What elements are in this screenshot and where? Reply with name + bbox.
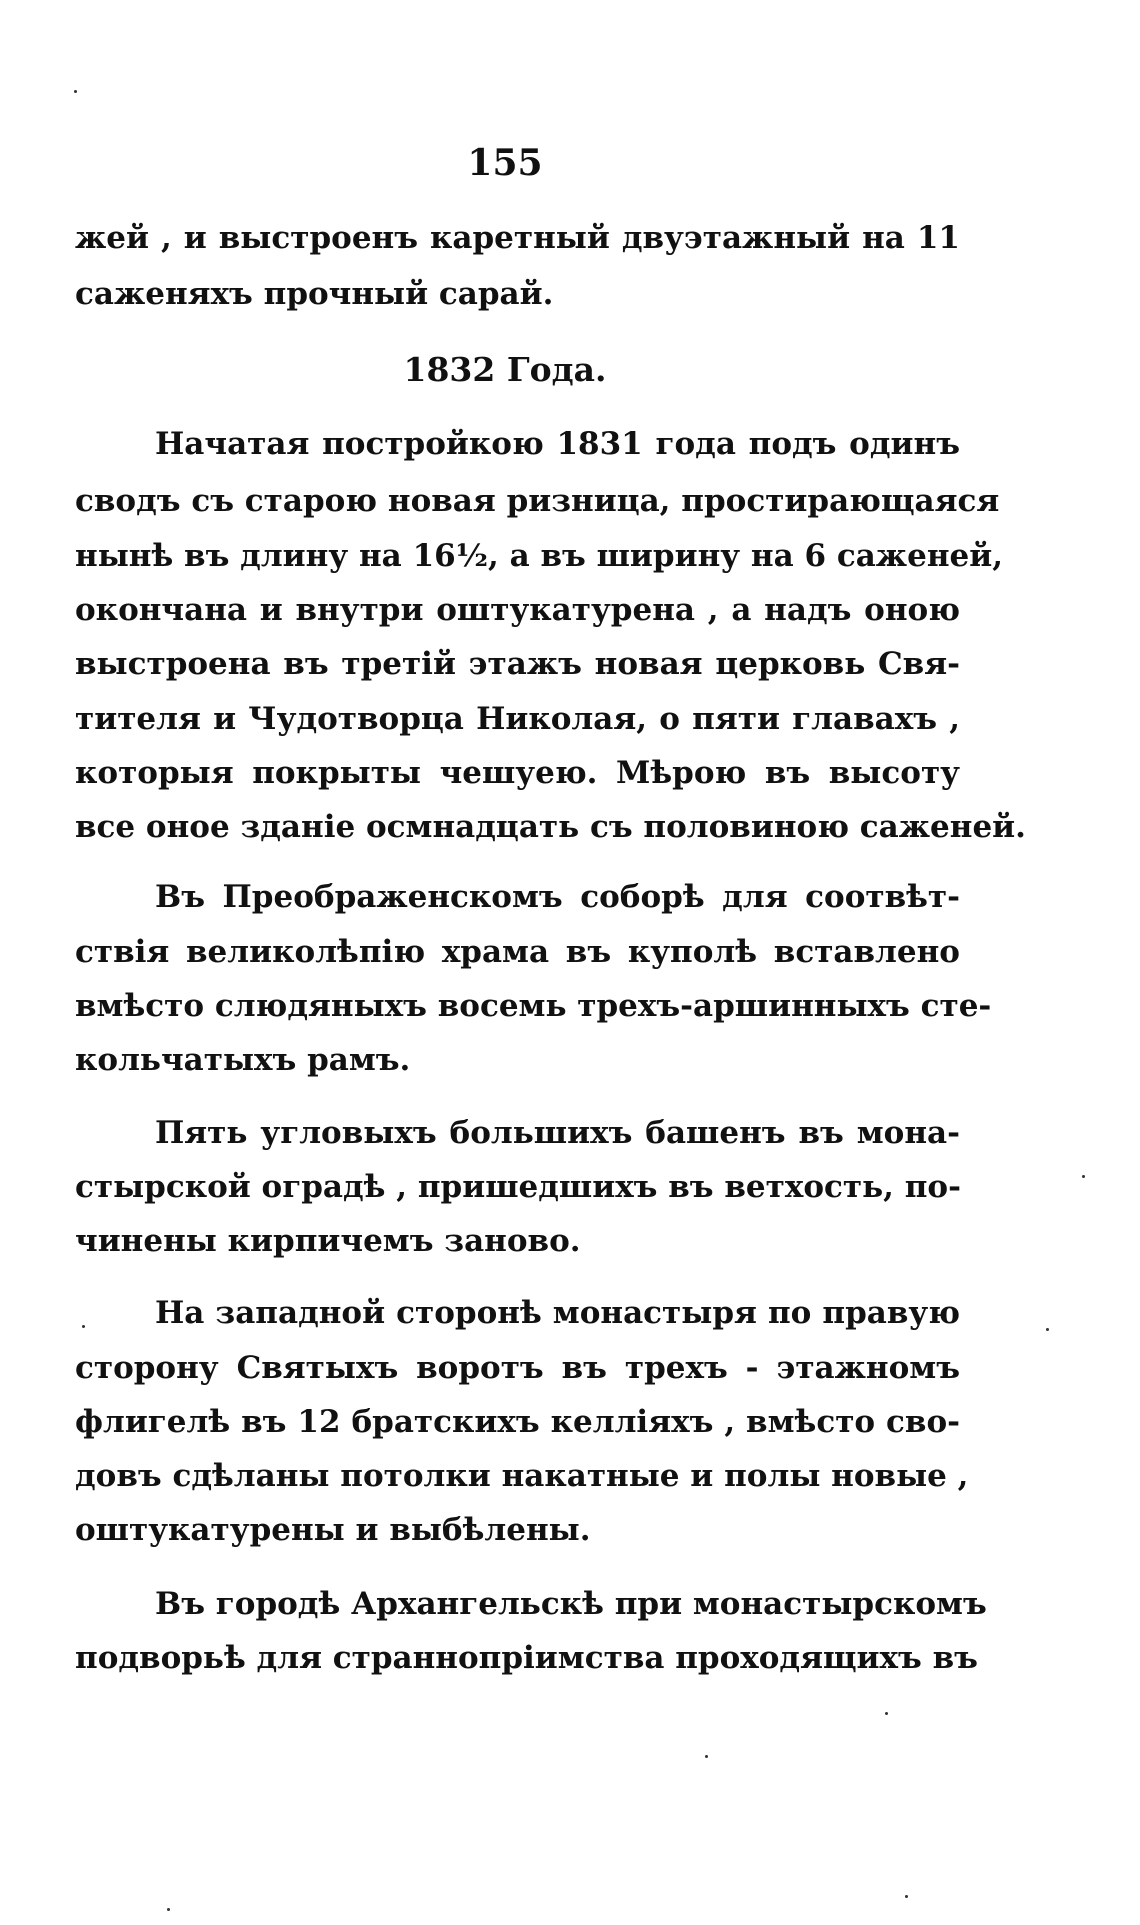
continuation-line-1: жей , и выстроенъ каретный двуэтажный на 11	[75, 220, 960, 256]
paragraph-1-line-5: выстроена въ третій этажъ новая церковь Свя-	[75, 646, 960, 682]
paragraph-3-line-1: Пять угловыхъ большихъ башенъ въ мона-	[155, 1115, 960, 1151]
scan-speck	[1046, 1328, 1049, 1331]
paragraph-1-line-3: нынѣ въ длину на 16½, а въ ширину на 6 саженей,	[75, 538, 1004, 574]
paragraph-1-line-2: сводъ съ старою новая ризница, простирающаяся	[75, 483, 1000, 519]
scan-speck	[1082, 1175, 1085, 1178]
paragraph-4-line-1: На западной сторонѣ монастыря по правую	[155, 1295, 960, 1331]
paragraph-1-line-7: которыя покрыты чешуею. Мѣрою въ высоту	[75, 755, 960, 791]
scan-speck	[82, 1325, 85, 1328]
paragraph-3-line-2: стырской оградѣ , пришедшихъ въ ветхость, по-	[75, 1169, 961, 1205]
scan-speck	[905, 1895, 908, 1898]
paragraph-2-line-3: вмѣсто слюдяныхъ восемь трехъ-аршинныхъ сте-	[75, 988, 992, 1024]
paragraph-4-line-3: флигелѣ въ 12 братскихъ келліяхъ , вмѣсто сво-	[75, 1404, 960, 1440]
page-number: 155	[467, 142, 543, 184]
paragraph-2-line-4: кольчатыхъ рамъ.	[75, 1042, 411, 1078]
scan-speck	[167, 1908, 170, 1911]
paragraph-5-line-1: Въ городѣ Архангельскѣ при монастырскомъ	[155, 1586, 987, 1622]
paragraph-1-line-8: все оное зданіе осмнадцать съ половиною саженей.	[75, 809, 1026, 845]
paragraph-3-line-3: чинены кирпичемъ заново.	[75, 1223, 581, 1259]
paragraph-1-line-1: Начатая постройкою 1831 года подъ одинъ	[155, 426, 960, 462]
paragraph-1-line-6: тителя и Чудотворца Николая, о пяти главахъ ,	[75, 701, 960, 737]
paragraph-4-line-5: оштукатурены и выбѣлены.	[75, 1512, 591, 1548]
paragraph-4-line-4: довъ сдѣланы потолки накатные и полы новые ,	[75, 1458, 969, 1494]
scan-speck	[705, 1755, 708, 1758]
paragraph-1-line-4: окончана и внутри оштукатурена , а надъ оною	[75, 592, 960, 628]
scan-speck	[885, 1712, 888, 1715]
paragraph-2-line-2: ствія великолѣпію храма въ куполѣ вставлено	[75, 934, 960, 970]
paragraph-2-line-1: Въ Преображенскомъ соборѣ для соотвѣт-	[155, 879, 960, 915]
paragraph-4-line-2: сторону Святыхъ воротъ въ трехъ - этажномъ	[75, 1350, 960, 1386]
continuation-line-2: саженяхъ прочный сарай.	[75, 276, 554, 312]
paragraph-5-line-2: подворьѣ для страннопріимства проходящихъ въ	[75, 1640, 978, 1676]
scan-speck	[74, 90, 77, 93]
section-heading: 1832 Года.	[403, 350, 607, 389]
